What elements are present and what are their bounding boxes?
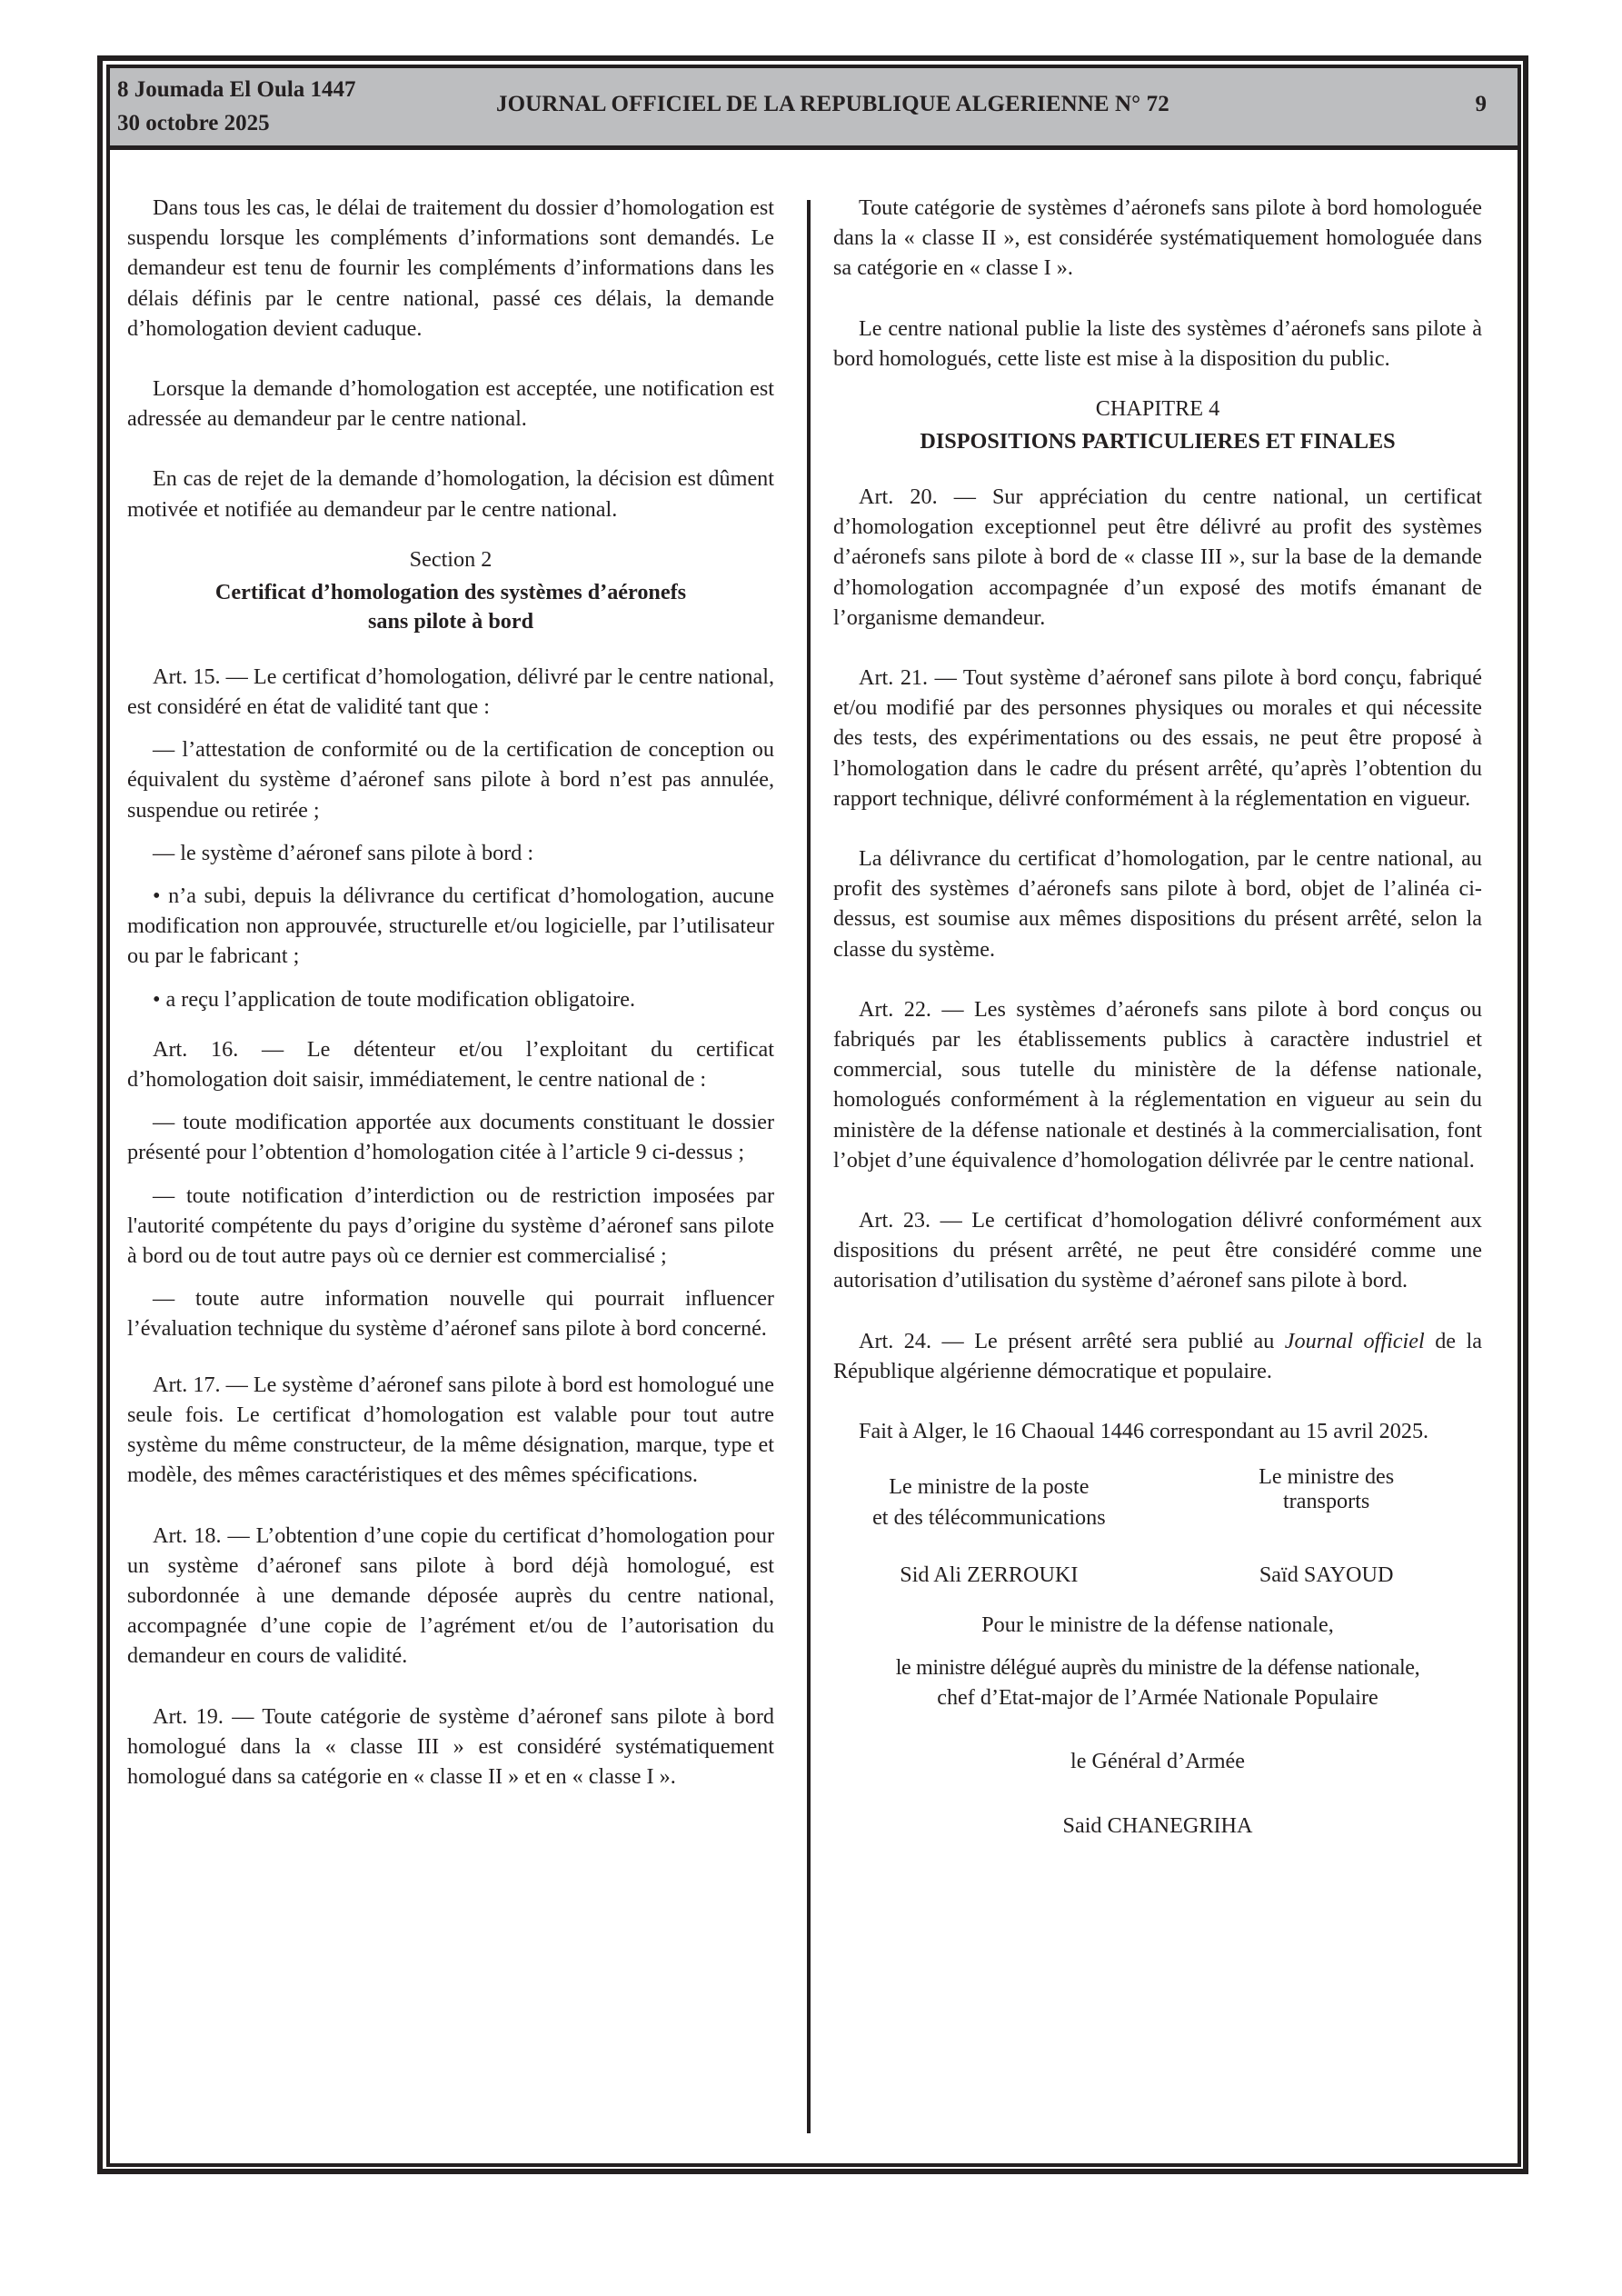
article-20: Art. 20. — Sur appréciation du centre national, un certificat d’homologation exceptionnel peut être délivré au profit des systèmes d’aéronefs sans pilote à bord de « classe III », sur la base de la demande d’homologation accompagnée d’un exposé des motifs émanant de l’organisme demandeur. [833, 484, 1482, 630]
article-24-text: Art. 24. — Le présent arrêté sera publié au [859, 1328, 1285, 1353]
article-22: Art. 22. — Les systèmes d’aéronefs sans pilote à bord conçus ou fabriqués par les établissements publics à caractère industriel et commercial, sous tutelle du ministère de la défense nationale, homologués conformément à la réglementation en vigueur au sein du ministère de la défense nationale et destinés à la commercialisation, font l’objet d’une équivalence d’homologation délivrée par le centre national. [833, 996, 1482, 1173]
article-17: Art. 17. — Le système d’aéronef sans pilote à bord est homologué une seule fois. Le certificat d’homologation est valable pour tout autre système du même constructeur, de la même désignation, marque, type et modèle, des mêmes caractéristiques et des mêmes spécifications. [127, 1372, 774, 1488]
section-title-line: sans pilote à bord [367, 608, 534, 634]
done-at: Fait à Alger, le 16 Chaoual 1446 correspondant au 15 avril 2025. [859, 1419, 1429, 1444]
paragraph: Toute catégorie de systèmes d’aéronefs sans pilote à bord homologuée dans la « classe II », est considérée systématiquement homologuée dans sa catégorie en « classe I ». [833, 195, 1482, 281]
header-dates [117, 73, 356, 140]
list-item: — toute autre information nouvelle qui pourrait influencer l’évaluation technique du système d’aéronef sans pilote à bord concerné. [127, 1286, 774, 1342]
paragraph: Le centre national publie la liste des systèmes d’aéronefs sans pilote à bord homologués, cette liste est mise à la disposition du public. [833, 315, 1482, 371]
page-header [110, 68, 1518, 150]
signatory-left: Sid Ali ZERROUKI [900, 1562, 1079, 1587]
article-24 [833, 1326, 1482, 1386]
article-16: Art. 16. — Le détenteur et/ou l’exploitant du certificat d’homologation doit saisir, immédiatement, le centre national de : [127, 1036, 774, 1093]
paragraph: Lorsque la demande d’homologation est acceptée, une notification est adressée au demandeur par le centre national. [127, 376, 774, 432]
defense-line: chef d’Etat-major de l’Armée Nationale Populaire [937, 1685, 1378, 1711]
list-item: — le système d’aéronef sans pilote à bord : [153, 840, 534, 865]
page-number: 9 [1475, 92, 1487, 116]
journal-officiel-italic: Journal officiel [1284, 1328, 1425, 1353]
article-18: Art. 18. — L’obtention d’une copie du certificat d’homologation pour un système d’aéronef sans pilote à bord déjà homologué, est subordonnée à une demande déposée auprès du centre national, accompagnée d’une copie de l’agrément et/ou de l’autorisation du demandeur en cours de validité. [127, 1522, 774, 1669]
defense-line: Pour le ministre de la défense nationale, [981, 1612, 1334, 1637]
paragraph: Dans tous les cas, le délai de traitement du dossier d’homologation est suspendu lorsque les compléments d’informations sont demandés. Le demandeur est tenu de fournir les compléments d’informations dans les délais définis par le centre national, passé ces délais, la demande d’homologation devient caduque. [127, 195, 774, 341]
list-item: — toute notification d’interdiction ou de restriction imposées par l'autorité compétente du pays d’origine du système d’aéronef sans pilote à bord ou de tout autre pays où ce dernier est commercialisé ; [127, 1183, 774, 1269]
article-21: Art. 21. — Tout système d’aéronef sans pilote à bord conçu, fabriqué et/ou modifié par des personnes physiques ou morales et qui nécessite des tests, des expérimentations ou des essais, ne peut être proposé à l’homologation dans le cadre du présent arrêté, qu’après l’obtention du rapport technique, délivré conformément à la réglementation en vigueur. [833, 665, 1482, 811]
article-23: Art. 23. — Le certificat d’homologation délivré conformément aux dispositions du présent arrêté, ne peut être considéré comme une autorisation d’utilisation du système d’aéronef sans pilote à bord. [833, 1208, 1482, 1293]
rank: le Général d’Armée [1070, 1748, 1246, 1773]
article-19: Art. 19. — Toute catégorie de système d’aéronef sans pilote à bord homologué dans la « classe III » est considéré systématiquement homologué dans sa catégorie en « classe II » et en « classe I ». [127, 1703, 774, 1789]
section-label: Section 2 [409, 546, 493, 572]
section-title-line: Certificat d’homologation des systèmes d’aéronefs [214, 579, 687, 604]
article-24-text: de la République algérienne démocratique et populaire. [833, 1328, 1482, 1383]
signature-title-line: transports [1282, 1489, 1370, 1514]
signature-title-right [1170, 1464, 1482, 1532]
list-item: — l’attestation de conformité ou de la certification de conception ou équivalent du système d’aéronef sans pilote à bord n’est pas annulée, suspendue ou retirée ; [127, 737, 774, 823]
signatory-defense: Said CHANEGRIHA [1062, 1812, 1253, 1838]
list-item: — toute modification apportée aux documents constituant le dossier présenté pour l’obtention d’homologation citée à l’article 9 ci-dessus ; [127, 1110, 774, 1165]
right-column [833, 193, 1482, 1841]
list-item: • a reçu l’application de toute modification obligatoire. [153, 986, 636, 1012]
signature-title-line: et des télécommunications [872, 1504, 1106, 1530]
hijri-date: 8 Joumada El Oula 1447 [117, 77, 356, 102]
signature-names-row [833, 1560, 1482, 1590]
journal-title: JOURNAL OFFICIEL DE LA REPUBLIQUE ALGERIENNE N° 72 [496, 92, 1169, 116]
gregorian-date: 30 octobre 2025 [117, 111, 270, 135]
chapter-label: CHAPITRE 4 [1095, 396, 1220, 422]
signature-title-line: Le ministre des [1259, 1464, 1395, 1490]
signature-title-left [833, 1464, 1145, 1532]
defense-line: le ministre délégué auprès du ministre de la défense nationale, [895, 1655, 1420, 1681]
list-item: • n’a subi, depuis la délivrance du certificat d’homologation, aucune modification non approuvée, structurelle et/ou logicielle, par l’utilisateur ou par le fabricant ; [127, 883, 774, 969]
signature-titles-row [833, 1464, 1482, 1532]
defense-signature-block [833, 1610, 1482, 1841]
paragraph: En cas de rejet de la demande d’homologation, la décision est dûment motivée et notifiée au demandeur par le centre national. [127, 466, 774, 522]
signatory-right: Saïd SAYOUD [1259, 1562, 1394, 1587]
article-15: Art. 15. — Le certificat d’homologation, délivré par le centre national, est considéré en état de validité tant que : [127, 664, 774, 720]
signature-title-line: Le ministre de la poste [889, 1474, 1090, 1500]
column-divider [807, 200, 811, 2133]
paragraph: La délivrance du certificat d’homologation, par le centre national, au profit des systèmes d’aéronefs sans pilote à bord, objet de l’alinéa ci-dessus, est soumise aux mêmes dispositions du présent arrêté, selon la classe du système. [833, 846, 1482, 962]
chapter-title: DISPOSITIONS PARTICULIERES ET FINALES [920, 429, 1396, 454]
left-column [127, 193, 774, 1822]
section-title [127, 578, 774, 636]
